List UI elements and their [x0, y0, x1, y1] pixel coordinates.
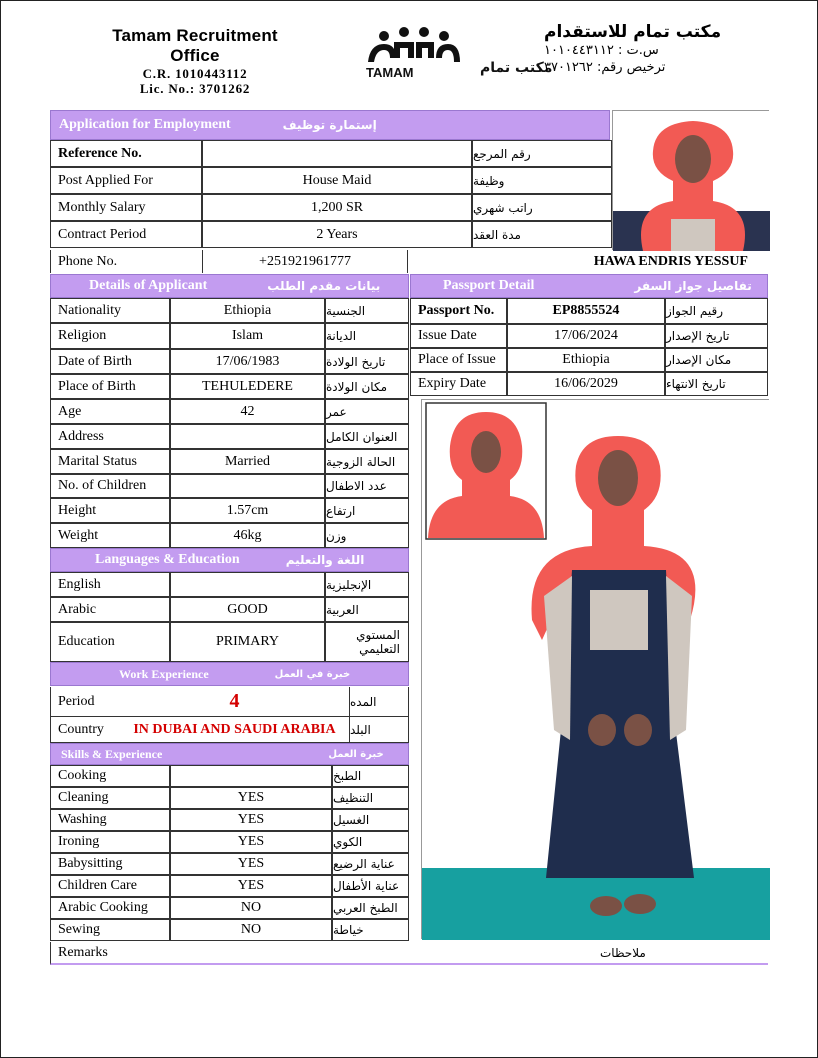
passport-title-bar — [410, 274, 768, 298]
details-row-label-ar: الديانة — [325, 323, 409, 349]
application-row-label-ar: رقم المرجع — [472, 140, 612, 167]
passport-row-label: Expiry Date — [410, 372, 507, 396]
skills-row-value: YES — [170, 875, 332, 897]
passport-row-value: EP8855524 — [507, 298, 665, 324]
work-title: Work Experience — [119, 666, 209, 681]
license-number-ar: ترخيص رقم: ٣٧٠١٢٦٢ — [544, 60, 666, 75]
passport-title-ar: تفاصيل جواز السفر — [634, 279, 752, 293]
details-row-label: Religion — [50, 323, 170, 349]
period-label-ar: المده — [350, 687, 409, 717]
passport-row-label: Place of Issue — [410, 348, 507, 372]
details-row-value: Ethiopia — [170, 298, 325, 323]
phone-label: Phone No. — [50, 250, 202, 273]
application-row-label-ar: راتب شهري — [472, 194, 612, 221]
details-row-label-ar: عدد الاطفال — [325, 474, 409, 498]
skills-title: Skills & Experience — [61, 746, 163, 761]
work-title-bar — [50, 662, 409, 686]
details-row-label-ar: ارتفاع — [325, 498, 409, 523]
passport-row-label: Passport No. — [410, 298, 507, 324]
application-row-label-ar: وظيفة — [472, 167, 612, 194]
phone-value: +251921961777 — [202, 250, 408, 273]
languages-row-label: English — [50, 572, 170, 597]
passport-row-label-ar: تاريخ الانتهاء — [665, 372, 768, 396]
languages-row-label: Education — [50, 622, 170, 662]
details-row-label-ar: العنوان الكامل — [325, 424, 409, 449]
skills-row-value — [170, 765, 332, 787]
details-row-label: Date of Birth — [50, 349, 170, 374]
details-row-value: 1.57cm — [170, 498, 325, 523]
details-row-label-ar: مكان الولادة — [325, 374, 409, 399]
header-arabic — [544, 22, 744, 76]
skills-row-label: Children Care — [50, 875, 170, 897]
passport-row-label-ar: تاريخ الإصدار — [665, 324, 768, 348]
application-row-value: 2 Years — [202, 221, 472, 248]
work-title-ar: خبرة في العمل — [274, 668, 351, 680]
languages-row-value: PRIMARY — [170, 622, 325, 662]
country-value: IN DUBAI AND SAUDI ARABIA — [120, 717, 350, 743]
tamam-logo — [360, 22, 553, 80]
skills-row-label-ar: التنظيف — [332, 787, 409, 809]
logo-text-ar: مكتب تمام — [480, 60, 553, 76]
passport-row-value: 17/06/2024 — [507, 324, 665, 348]
passport-title: Passport Detail — [443, 278, 535, 293]
languages-row-value — [170, 572, 325, 597]
languages-row-label-ar: العربية — [325, 597, 409, 622]
details-row-label: Address — [50, 424, 170, 449]
passport-row-label-ar: رقيم الجواز — [665, 298, 768, 324]
application-title-ar: إستمارة توظيف — [282, 118, 377, 132]
passport-row-value: 16/06/2029 — [507, 372, 665, 396]
details-row-label-ar: تاريخ الولادة — [325, 349, 409, 374]
languages-title-ar: اللغة والتعليم — [285, 553, 365, 567]
application-row-value: House Maid — [202, 167, 472, 194]
languages-title-bar — [50, 548, 409, 572]
details-row-value: Islam — [170, 323, 325, 349]
skills-row-label-ar: الطبخ — [332, 765, 409, 787]
office-name-ar: مكتب تمام للاستقدام — [544, 22, 722, 42]
passport-row-label-ar: مكان الإصدار — [665, 348, 768, 372]
details-row-value — [170, 424, 325, 449]
details-row-label: Age — [50, 399, 170, 424]
application-title-bar — [50, 110, 610, 140]
application-row-value: 1,200 SR — [202, 194, 472, 221]
application-row-value — [202, 140, 472, 167]
details-row-label-ar: الجنسية — [325, 298, 409, 323]
details-row-value: 17/06/1983 — [170, 349, 325, 374]
skills-row-label: Ironing — [50, 831, 170, 853]
country-label: Country — [50, 717, 120, 743]
full-body-photo — [421, 399, 769, 939]
details-row-label: No. of Children — [50, 474, 170, 498]
skills-row-label: Cleaning — [50, 787, 170, 809]
details-title-ar: بيانات مقدم الطلب — [267, 279, 381, 293]
license-number: Lic. No.: 3701262 — [139, 81, 251, 96]
headshot-photo — [612, 110, 769, 250]
application-row-label: Contract Period — [50, 221, 202, 248]
skills-row-label: Cooking — [50, 765, 170, 787]
skills-row-label-ar: عناية الرضيع — [332, 853, 409, 875]
skills-row-label-ar: الغسيل — [332, 809, 409, 831]
languages-row-label-ar: الإنجليزية — [325, 572, 409, 597]
skills-row-label: Sewing — [50, 919, 170, 941]
passport-row-value: Ethiopia — [507, 348, 665, 372]
details-row-label-ar: وزن — [325, 523, 409, 548]
logo-text-en: TAMAM — [366, 65, 414, 80]
country-label-ar: البلد — [350, 717, 409, 743]
skills-row-label-ar: الكوي — [332, 831, 409, 853]
skills-row-label: Babysitting — [50, 853, 170, 875]
languages-title: Languages & Education — [95, 552, 240, 567]
application-row-label-ar: مدة العقد — [472, 221, 612, 248]
skills-row-value: YES — [170, 809, 332, 831]
skills-row-value: YES — [170, 831, 332, 853]
application-row-label: Post Applied For — [50, 167, 202, 194]
skills-row-label-ar: عناية الأطفال — [332, 875, 409, 897]
cr-number: C.R. 1010443112 — [142, 66, 248, 81]
header-english — [92, 26, 298, 96]
details-row-label: Weight — [50, 523, 170, 548]
period-value: 4 — [120, 687, 350, 717]
skills-row-label: Washing — [50, 809, 170, 831]
details-row-label: Nationality — [50, 298, 170, 323]
remarks-label: Remarks — [58, 944, 108, 960]
cr-number-ar: س.ت : ١٠١٠٤٤٣١١٢ — [544, 43, 659, 58]
details-row-label: Place of Birth — [50, 374, 170, 399]
office-name: Tamam Recruitment Office — [112, 26, 278, 65]
application-title: Application for Employment — [59, 117, 231, 132]
details-row-label-ar: الحالة الزوجية — [325, 449, 409, 474]
details-row-value: TEHULEDERE — [170, 374, 325, 399]
application-row-label: Monthly Salary — [50, 194, 202, 221]
period-label: Period — [50, 687, 120, 717]
applicant-name: HAWA ENDRIS YESSUF — [593, 253, 748, 269]
details-row-value: 42 — [170, 399, 325, 424]
skills-row-value: NO — [170, 919, 332, 941]
skills-row-label-ar: خياطة — [332, 919, 409, 941]
details-row-label-ar: عمر — [325, 399, 409, 424]
languages-row-label-ar: المستوي التعليمي — [325, 622, 409, 662]
application-row-label: Reference No. — [50, 140, 202, 167]
details-row-label: Marital Status — [50, 449, 170, 474]
skills-row-label: Arabic Cooking — [50, 897, 170, 919]
skills-row-value: YES — [170, 787, 332, 809]
skills-title-bar — [50, 743, 409, 765]
languages-row-value: GOOD — [170, 597, 325, 622]
skills-row-label-ar: الطبخ العربي — [332, 897, 409, 919]
details-row-value — [170, 474, 325, 498]
details-row-value: Married — [170, 449, 325, 474]
details-title: Details of Applicant — [89, 278, 208, 293]
remarks-label-ar: ملاحظات — [600, 946, 646, 960]
details-row-value: 46kg — [170, 523, 325, 548]
skills-title-ar: خبرة العمل — [328, 748, 384, 760]
skills-row-value: YES — [170, 853, 332, 875]
details-row-label: Height — [50, 498, 170, 523]
passport-row-label: Issue Date — [410, 324, 507, 348]
skills-row-value: NO — [170, 897, 332, 919]
languages-row-label: Arabic — [50, 597, 170, 622]
details-title-bar — [50, 274, 409, 298]
